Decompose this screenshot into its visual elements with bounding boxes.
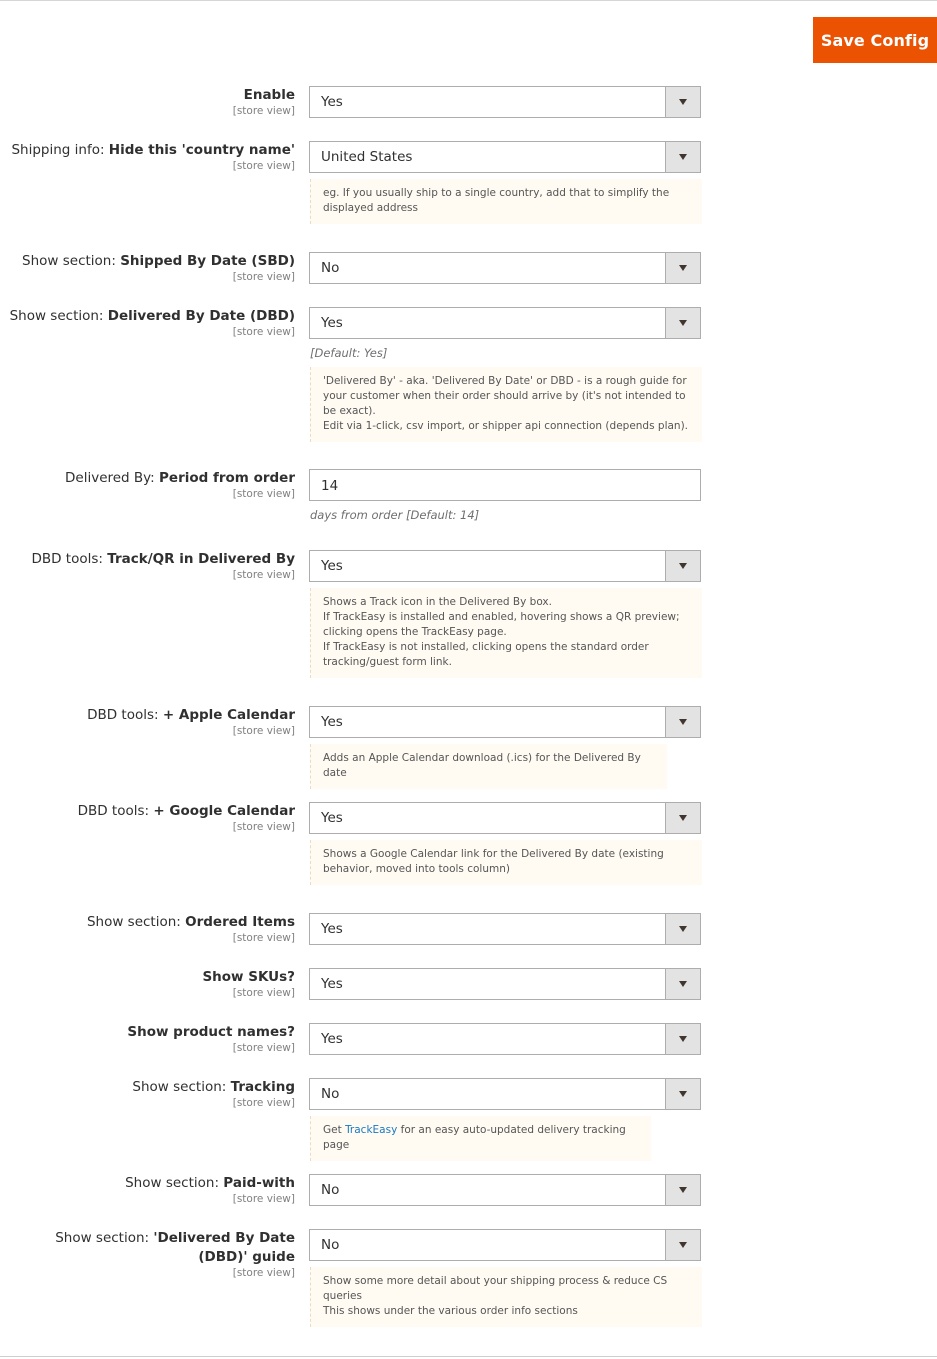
save-config-button[interactable]: Save Config (813, 17, 937, 63)
chevron-down-icon (679, 563, 687, 569)
chevron-down-icon (679, 1242, 687, 1248)
chevron-down-icon (679, 320, 687, 326)
scope-label: [store view] (232, 725, 295, 737)
scope-label: [store view] (232, 1267, 295, 1279)
field-comment: Shows a Track icon in the Delivered By box. If TrackEasy is installed and enabled, hovering shows a QR preview; clicking opens the TrackEasy page. If TrackEasy is not installed, clicking opens the standard order tracking/guest form link. (310, 588, 702, 678)
field-label: Show product names? [store view] (5, 1023, 295, 1055)
chevron-down-icon (679, 719, 687, 725)
default-note: days from order [Default: 14] (310, 508, 480, 522)
scope-label: [store view] (232, 326, 295, 338)
scope-label: [store view] (232, 271, 295, 283)
scope-label: [store view] (232, 160, 295, 172)
field-label: Show section: Shipped By Date (SBD) [store view] (5, 252, 295, 284)
field-comment: Show some more detail about your shipping process & reduce CS queries This shows under the various order info sections (310, 1267, 702, 1327)
show-skus-select[interactable]: Yes (309, 968, 701, 1000)
apple-calendar-select[interactable]: Yes (309, 706, 701, 738)
ordered-items-select[interactable]: Yes (309, 913, 701, 945)
enable-select[interactable]: Yes (309, 86, 701, 118)
field-label: Show section: 'Delivered By Date (DBD)' guide [store view] (5, 1229, 295, 1280)
field-comment: Get TrackEasy for an easy auto-updated delivery tracking page (310, 1116, 651, 1161)
scope-label: [store view] (232, 1042, 295, 1054)
field-label: Shipping info: Hide this 'country name' [store view] (5, 141, 295, 173)
google-calendar-select[interactable]: Yes (309, 802, 701, 834)
scope-label: [store view] (232, 488, 295, 500)
chevron-down-icon (679, 265, 687, 271)
field-label: Enable [store view] (5, 86, 295, 118)
scope-label: [store view] (232, 821, 295, 833)
field-label: Show SKUs? [store view] (5, 968, 295, 1000)
field-comment: 'Delivered By' - aka. 'Delivered By Date' or DBD - is a rough guide for your customer when their order should arrive by (it's not intended to be exact). Edit via 1-click, csv import, or shipper api connection (depends plan). (310, 367, 702, 442)
scope-label: [store view] (232, 932, 295, 944)
chevron-down-icon (679, 99, 687, 105)
chevron-down-icon (679, 154, 687, 160)
field-label: Delivered By: Period from order [store view] (5, 469, 295, 501)
chevron-down-icon (679, 1187, 687, 1193)
scope-label: [store view] (232, 1097, 295, 1109)
field-comment: eg. If you usually ship to a single country, add that to simplify the displayed address (310, 179, 702, 224)
field-label: DBD tools: Track/QR in Delivered By [store view] (5, 550, 295, 582)
chevron-down-icon (679, 815, 687, 821)
sbd-select[interactable]: No (309, 252, 701, 284)
hide-country-select[interactable]: United States (309, 141, 701, 173)
scope-label: [store view] (232, 569, 295, 581)
field-label: DBD tools: + Google Calendar [store view] (5, 802, 295, 834)
period-input[interactable]: 14 (309, 469, 701, 501)
page-divider (0, 1356, 937, 1357)
field-comment: Shows a Google Calendar link for the Delivered By date (existing behavior, moved into tools column) (310, 840, 702, 885)
scope-label: [store view] (232, 987, 295, 999)
field-label: Show section: Paid-with [store view] (5, 1174, 295, 1206)
field-label: Show section: Ordered Items [store view] (5, 913, 295, 945)
field-label: DBD tools: + Apple Calendar [store view] (5, 706, 295, 738)
paid-with-select[interactable]: No (309, 1174, 701, 1206)
field-label: Show section: Tracking [store view] (5, 1078, 295, 1110)
dbd-select[interactable]: Yes (309, 307, 701, 339)
scope-label: [store view] (232, 1193, 295, 1205)
trackeasy-link[interactable]: TrackEasy (345, 1124, 398, 1136)
default-note: [Default: Yes] (310, 346, 388, 360)
dbd-guide-select[interactable]: No (309, 1229, 701, 1261)
scope-label: [store view] (232, 105, 295, 117)
tracking-select[interactable]: No (309, 1078, 701, 1110)
chevron-down-icon (679, 981, 687, 987)
field-comment: Adds an Apple Calendar download (.ics) for the Delivered By date (310, 744, 667, 789)
chevron-down-icon (679, 1036, 687, 1042)
product-names-select[interactable]: Yes (309, 1023, 701, 1055)
chevron-down-icon (679, 1091, 687, 1097)
chevron-down-icon (679, 926, 687, 932)
field-label: Show section: Delivered By Date (DBD) [store view] (5, 307, 295, 339)
track-qr-select[interactable]: Yes (309, 550, 701, 582)
